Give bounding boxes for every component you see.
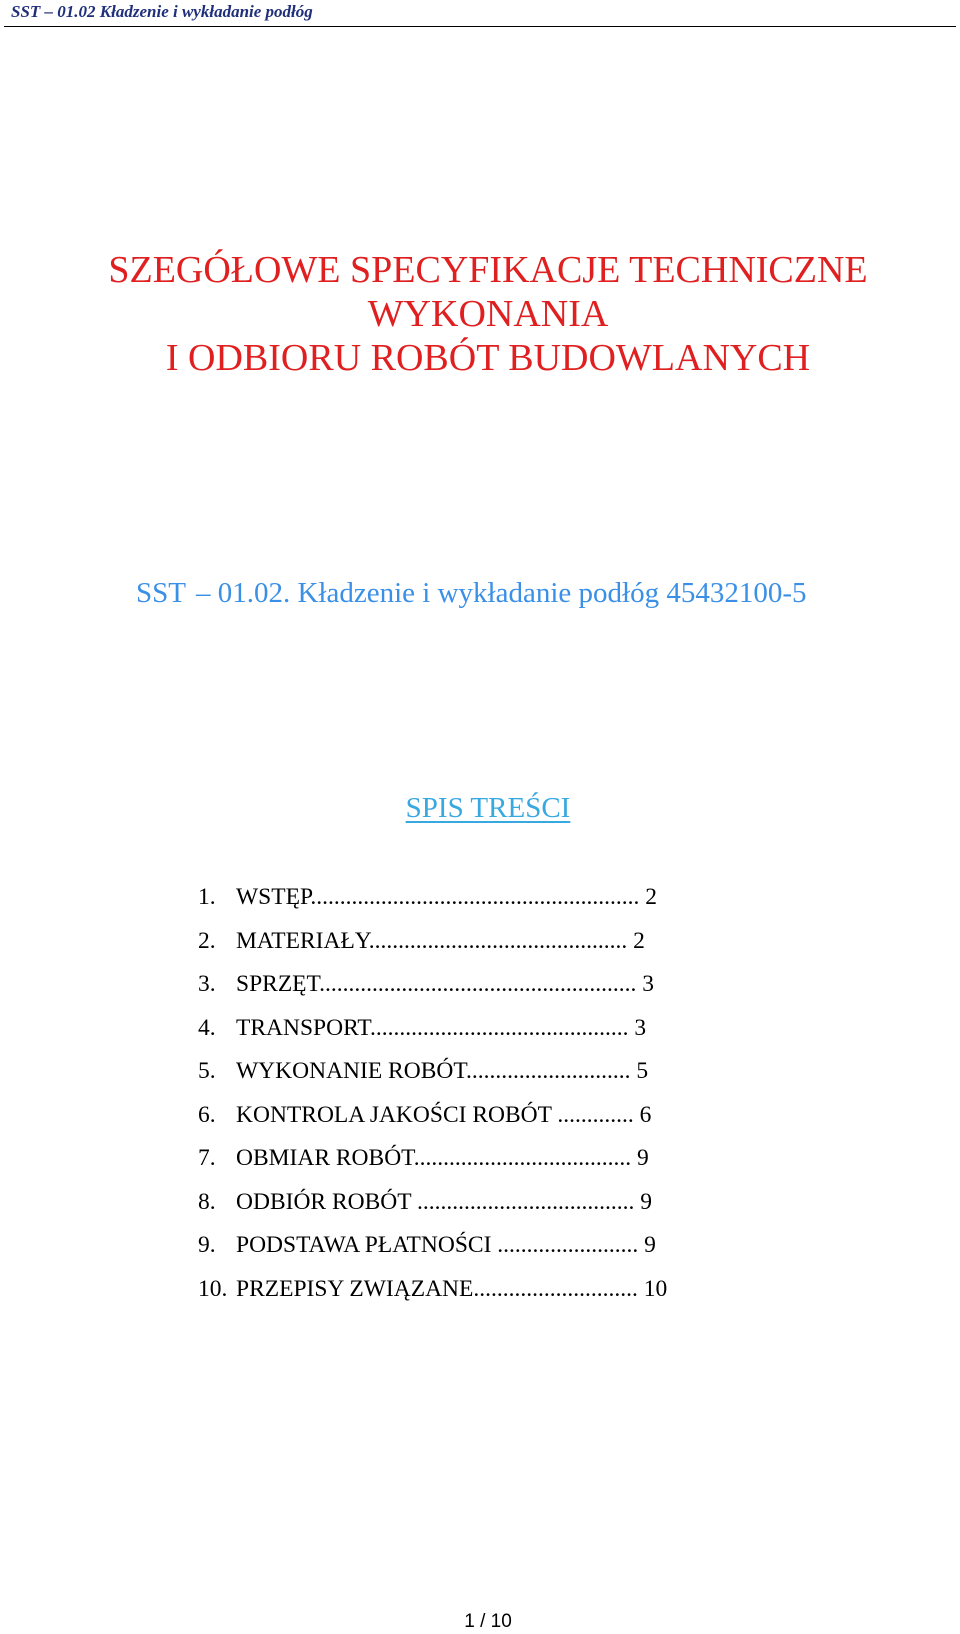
toc-item-number: 1. [198,884,216,910]
toc-item-text: PRZEPISY ZWIĄZANE............................ 10 [236,1275,668,1302]
toc-item-number: 2. [198,927,216,954]
header-divider [4,26,956,27]
toc-item[interactable] [198,927,698,971]
specification-subtitle [136,577,806,610]
toc-item-number: 9. [198,1232,216,1258]
toc-item-number: 3. [198,971,216,997]
toc-item[interactable] [198,1057,698,1101]
toc-item-text: MATERIAŁY............................................ 2 [236,927,645,954]
title-line-3: I ODBIORU ROBÓT BUDOWLANYCH [165,337,811,379]
subtitle-text: – 01.02. Kładzenie i wykładanie podłóg 45432100-5 [195,577,807,609]
toc-item-number: 10. [198,1275,228,1302]
toc-item-number: 7. [198,1145,216,1171]
subtitle-code: SST [136,577,186,609]
toc-item-text: PODSTAWA PŁATNOŚCI ........................ 9 [236,1232,656,1258]
toc-heading[interactable]: SPIS TREŚCI [405,792,571,824]
toc-item[interactable] [198,1275,698,1319]
toc-item-number: 4. [198,1014,216,1041]
toc-item[interactable] [198,1144,698,1188]
title-line-2: WYKONANIA [367,293,609,335]
toc-item[interactable] [198,970,698,1014]
toc-item-text: TRANSPORT............................................ 3 [236,1014,647,1041]
running-header: SST – 01.02 Kładzenie i wykładanie podłóg [11,2,313,21]
page-number: 1 / 10 [464,1611,512,1632]
toc-item-text: KONTROLA JAKOŚCI ROBÓT ............. 6 [236,1101,652,1128]
toc-item[interactable] [198,883,698,927]
toc-item-number: 5. [198,1058,216,1084]
table-of-contents [198,883,698,1318]
toc-item-number: 6. [198,1101,216,1128]
toc-item-text: WYKONANIE ROBÓT............................ 5 [236,1058,649,1084]
toc-item-number: 8. [198,1188,216,1215]
toc-item-text: SPRZĘT...................................................... 3 [236,971,655,997]
toc-item-text: OBMIAR ROBÓT..................................... 9 [236,1145,649,1171]
toc-item-text: WSTĘP........................................................ 2 [236,884,658,910]
toc-item[interactable] [198,1101,698,1145]
toc-item[interactable] [198,1188,698,1232]
title-line-1: SZEGÓŁOWE SPECYFIKACJE TECHNICZNE [108,249,868,291]
toc-item-text: ODBIÓR ROBÓT ..................................... 9 [236,1188,653,1215]
toc-item[interactable] [198,1014,698,1058]
document-title [0,248,960,380]
toc-item[interactable] [198,1231,698,1275]
